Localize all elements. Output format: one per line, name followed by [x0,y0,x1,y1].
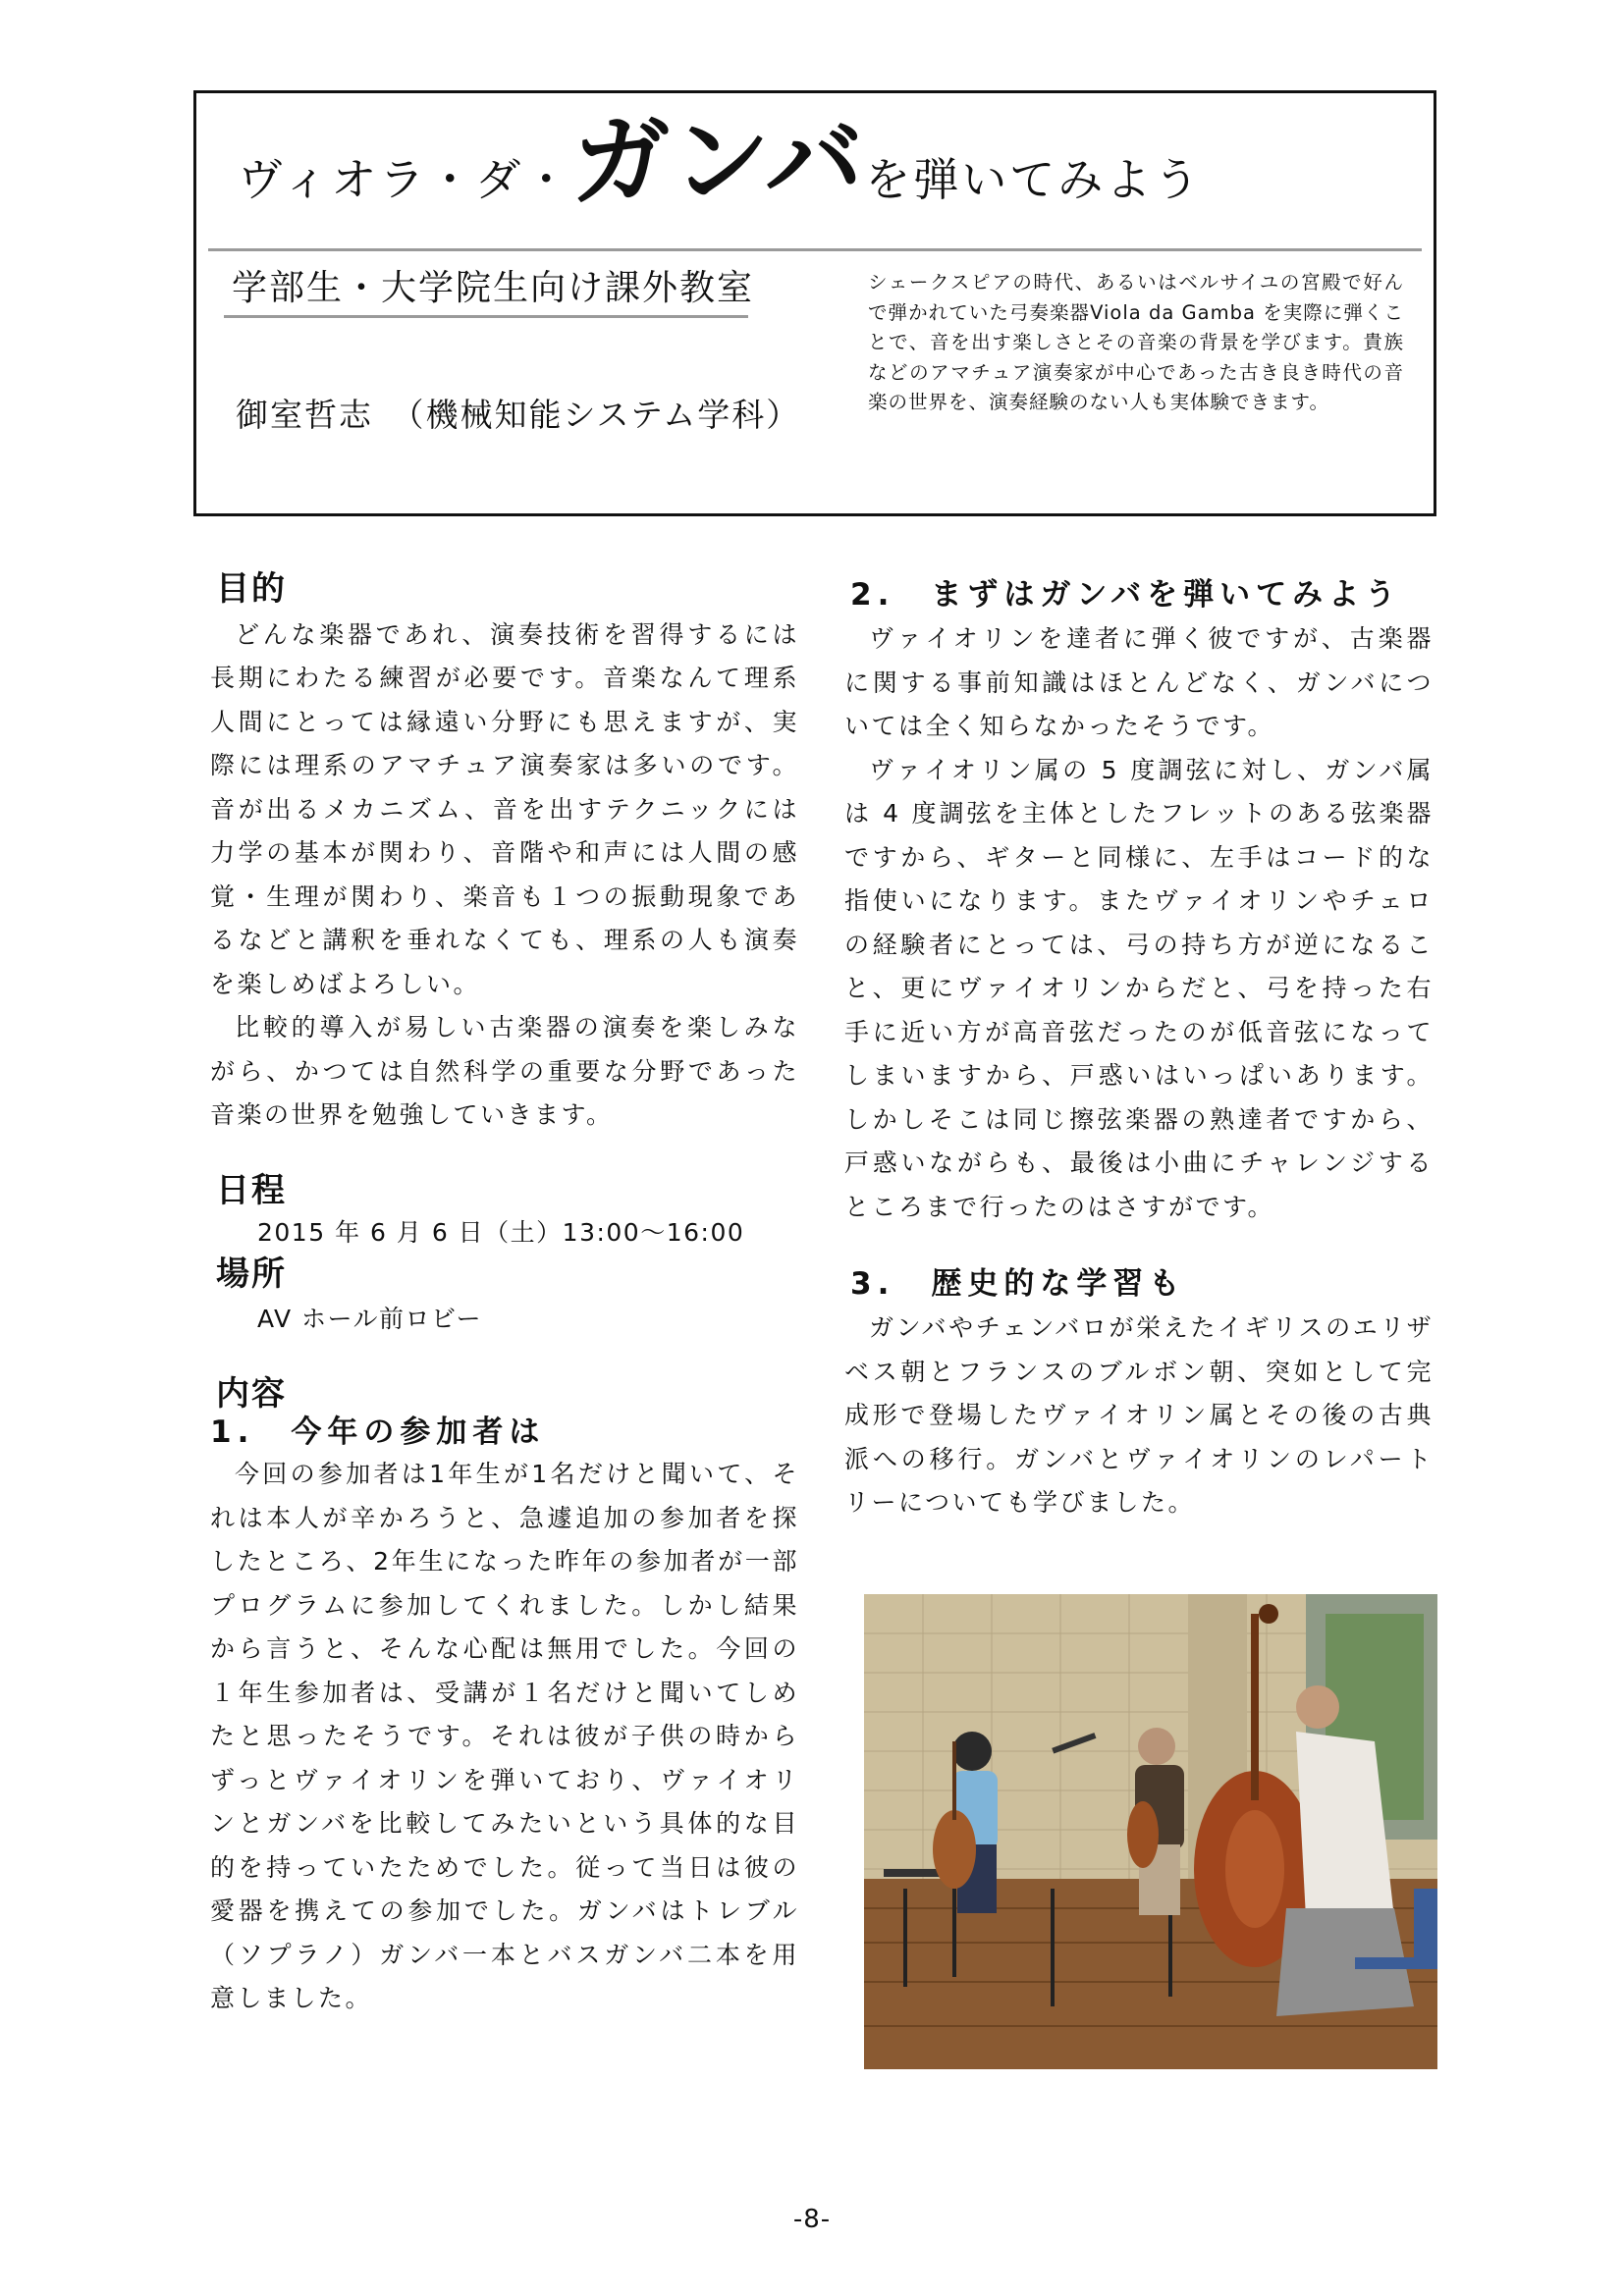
title-divider [208,248,1422,251]
section-3-title: 3. 歴史的な学習も [850,1266,1186,1303]
subtitle: 学部生・大学院生向け課外教室 [232,268,755,308]
content-heading: 内容 [216,1374,287,1415]
schedule-heading: 日程 [216,1170,287,1210]
purpose-paragraph-1: どんな楽器であれ、演奏技術を習得するには長期にわたる練習が必要です。音楽なんて理系人間にとっては縁遠い分野にも思えますが、実際には理系のアマチュア演奏家は多いのです。音が出るメカニズム、音を出すテクニックには力学の基本が関わり、音階や和声には人間の感覚・生理が関わり、楽音も１つの振動現象であるなどと講釈を垂れなくても、理系の人も演奏を楽しめばよろしい。 [210,619,799,998]
left-column [210,569,799,2021]
page-title [238,104,1203,219]
page-number: -8- [792,2205,832,2234]
title-suffix: を弾いてみよう [865,153,1203,206]
place-heading: 場所 [216,1254,287,1294]
purpose-heading: 目的 [216,569,287,609]
header-box [193,90,1436,516]
section-2-paragraph-2: ヴァイオリン属の 5 度調弦に対し、ガンバ属は 4 度調弦を主体としたフレットのある弦楽器ですから、ギターと同様に、左手はコード的な指使いになります。またヴァイオリンやチェロの経験者にとっては、弓の持ち方が逆になること、更にヴァイオリンからだと、弓を持った右手に近い方が高音弦だったのが低音弦になってしまいますから、戸惑いはいっぱいあります。しかしそこは同じ擦弦楽器の熟達者ですから、戸惑いながらも、最後は小曲にチャレンジするところまで行ったのはさすがです。 [844,755,1434,1221]
schedule-text: 2015 年 6 月 6 日（土）13:00～16:00 [257,1217,745,1247]
title-prefix: ヴィオラ・ダ・ [238,153,572,206]
title-emphasis: ガンバ [571,104,866,219]
section-1-text: 今回の参加者は1年生が1名だけと聞いて、それは本人が辛かろうと、急遽追加の参加者を探したところ、2年生になった昨年の参加者が一部プログラムに参加してくれました。しかし結果から言うと、そんな心配は無用でした。今回の１年生参加者は、受講が１名だけと聞いてしめたと思ったそうです。それは彼が子供の時からずっとヴァイオリンを弾いており、ヴァイオリンとガンバを比較してみたいという具体的な目的を持っていたためでした。従って当日は彼の愛器を携えての参加でした。ガンバはトレブル（ソプラノ）ガンバ一本とバスガンバ二本を用意しました。 [210,1460,799,2013]
purpose-paragraph-2: 比較的導入が易しい古楽器の演奏を楽しみながら、かつては自然科学の重要な分野であった音楽の世界を勉強していきます。 [210,1013,799,1130]
ensemble-photo [864,1594,1437,2069]
right-column [844,569,1434,1525]
section-3-text: ガンバやチェンバロが栄えたイギリスのエリザベス朝とフランスのブルボン朝、突如として完成形で登場したヴァイオリン属とその後の古典派への移行。ガンバとヴァイオリンのレパートリーについても学びました。 [844,1313,1434,1518]
subtitle-divider [224,315,748,318]
author: 御室哲志 （機械知能システム学科） [236,396,801,434]
section-2-paragraph-1: ヴァイオリンを達者に弾く彼ですが、古楽器に関する事前知識はほとんどなく、ガンバについては全く知らなかったそうです。 [844,624,1434,741]
photo-illustration [864,1594,1437,2069]
place-text: AV ホール前ロビー [257,1305,483,1334]
abstract: シェークスピアの時代、あるいはベルサイユの宮殿で好んで弾かれていた弓奏楽器Viola da Gamba を実際に弾くことで、音を出す楽しさとその音楽の背景を学びます。貴族などのアマチュア演奏家が中心であった古き良き時代の音楽の世界を、演奏経験のない人も実体験できます。 [868,271,1404,413]
section-2-title: 2. まずはガンバを弾いてみよう [850,577,1402,613]
section-1-title: 1. 今年の参加者は [210,1415,546,1451]
